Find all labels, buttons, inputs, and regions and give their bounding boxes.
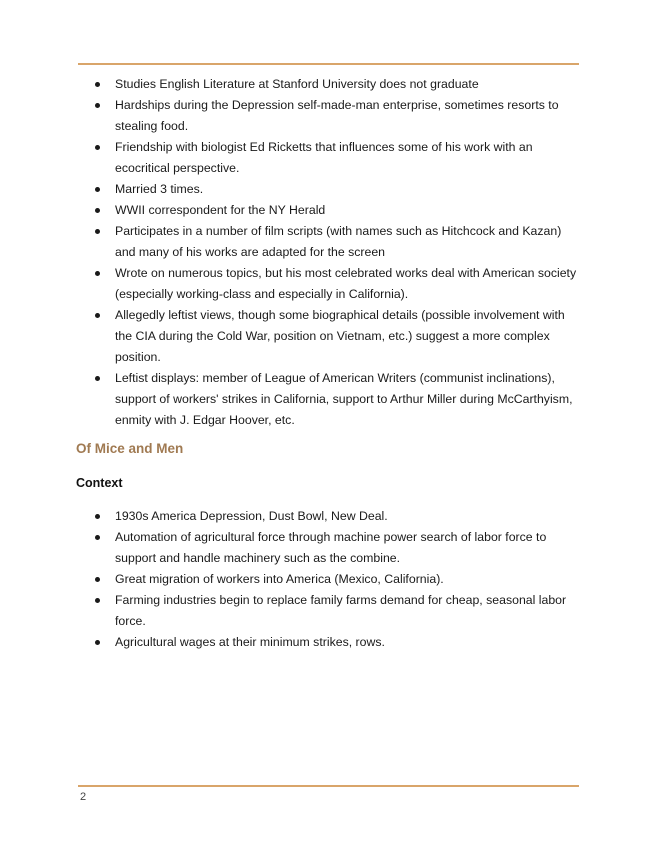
list-item [78, 95, 578, 137]
list-item [78, 632, 578, 653]
list-item-text: Friendship with biologist Ed Ricketts that influences some of his work with an ecocritical perspective. [115, 140, 533, 175]
bullet-icon [95, 376, 100, 381]
list-item [78, 200, 578, 221]
bullet-icon [95, 145, 100, 150]
list-item [78, 179, 578, 200]
list-item-text: WWII correspondent for the NY Herald [115, 203, 326, 217]
list-item [78, 527, 578, 569]
list-item [78, 221, 578, 263]
bullet-icon [95, 187, 100, 192]
bullet-icon [95, 577, 100, 582]
bullet-icon [95, 640, 100, 645]
sub-heading: Context [76, 476, 123, 490]
bullet-icon [95, 82, 100, 87]
list-item-text: Leftist displays: member of League of American Writers (communist inclinations), support of workers' strikes in California, support to Arthur Miller during McCarthyism, enmity with J. Edgar Hoover, etc. [115, 371, 573, 427]
list-item-text: Automation of agricultural force through machine power search of labor force to support and handle machinery such as the combine. [115, 530, 547, 565]
bullet-icon [95, 514, 100, 519]
bullet-icon [95, 229, 100, 234]
bullet-icon [95, 103, 100, 108]
list-item [78, 263, 578, 305]
list-item-text: 1930s America Depression, Dust Bowl, New Deal. [115, 509, 388, 523]
list-item-text: Participates in a number of film scripts (with names such as Hitchcock and Kazan) and many of his works are adapted for the screen [115, 224, 562, 259]
list-item [78, 305, 578, 368]
bullet-icon [95, 313, 100, 318]
list-item-text: Great migration of workers into America (Mexico, California). [115, 572, 444, 586]
bullet-icon [95, 271, 100, 276]
list-item [78, 590, 578, 632]
list-item-text: Allegedly leftist views, though some biographical details (possible involvement with the CIA during the Cold War, position on Vietnam, etc.) suggest a more complex position. [115, 308, 565, 364]
biography-list [78, 74, 578, 431]
list-item [78, 368, 578, 431]
list-item [78, 506, 578, 527]
list-item [78, 74, 578, 95]
list-item-text: Studies English Literature at Stanford University does not graduate [115, 77, 479, 91]
list-item-text: Wrote on numerous topics, but his most celebrated works deal with American society (especially working-class and especially in California). [115, 266, 577, 301]
page-number: 2 [80, 791, 87, 803]
bullet-icon [95, 208, 100, 213]
section-heading: Of Mice and Men [76, 441, 184, 456]
footer-rule [78, 785, 579, 787]
list-item-text: Farming industries begin to replace family farms demand for cheap, seasonal labor force. [115, 593, 567, 628]
context-list [78, 506, 578, 653]
bullet-icon [95, 598, 100, 603]
list-item-text: Agricultural wages at their minimum strikes, rows. [115, 635, 385, 649]
list-item-text: Married 3 times. [115, 182, 204, 196]
list-item [78, 137, 578, 179]
header-rule [78, 63, 579, 65]
list-item-text: Hardships during the Depression self-made-man enterprise, sometimes resorts to stealing food. [115, 98, 559, 133]
bullet-icon [95, 535, 100, 540]
list-item [78, 569, 578, 590]
